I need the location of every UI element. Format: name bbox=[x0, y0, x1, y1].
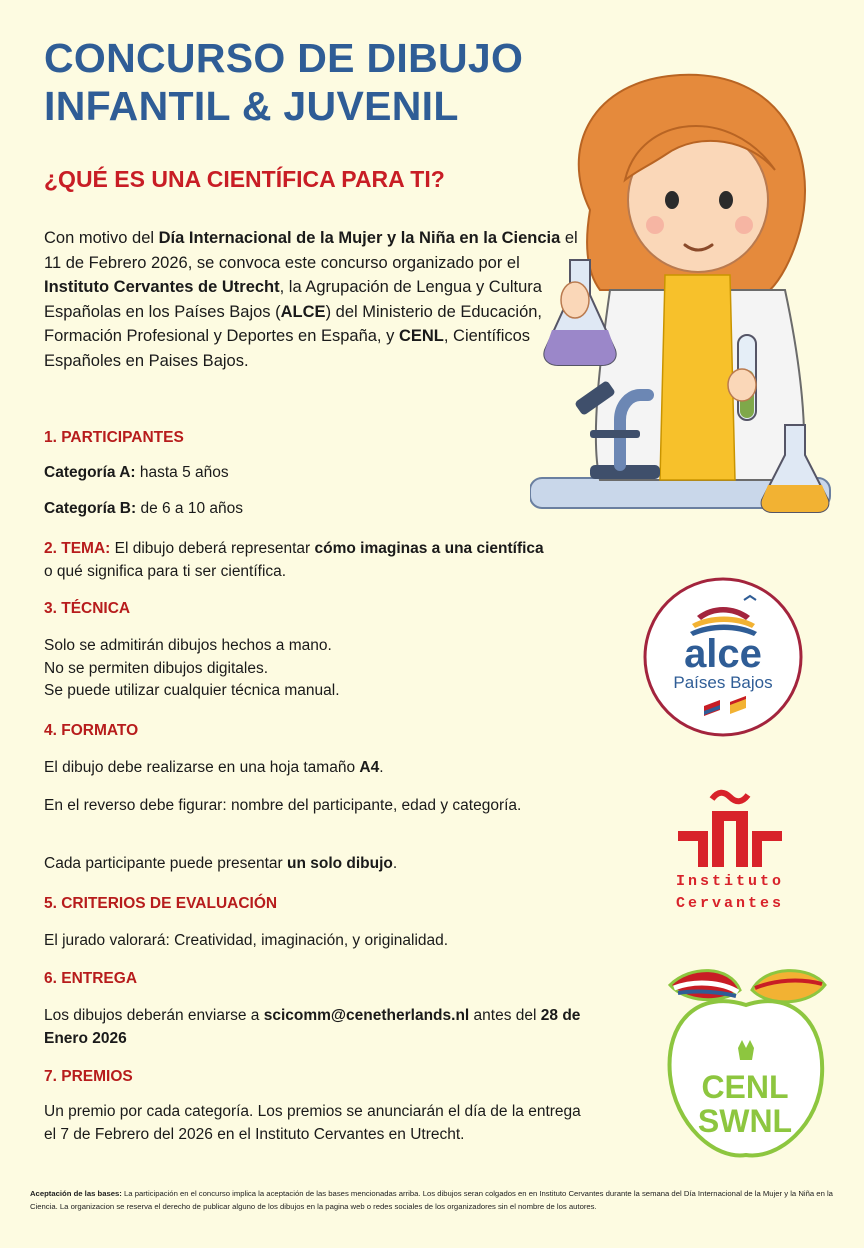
section-tema: 2. TEMA: El dibujo deberá representar cómo imaginas a una científica o qué significa para ti ser científica. bbox=[44, 540, 544, 580]
cenl-swnl-logo bbox=[660, 960, 830, 1165]
deadline-date: 28 de Enero 2026 bbox=[44, 1007, 581, 1047]
instituto-cervantes-logo bbox=[660, 785, 800, 915]
swnl-logo-text: SWNL bbox=[697, 1103, 793, 1139]
terms-footer: Aceptación de las bases: La participación en el concurso implica la aceptación de las bases mencionadas arriba. Los dibujos seran colgados en en Instituto Cervantes durante la semana del Día Internacional de la Mujer y la Niña en la Ciencia. La organizacion se reserva el derecho de publicar alguno de los dibujos en la pagina web o redes sociales de los organizadores sin el nombre de los autores. bbox=[30, 1189, 833, 1211]
cenl-logo-text: CENL bbox=[701, 1069, 789, 1105]
title-line-2: INFANTIL & JUVENIL bbox=[44, 83, 459, 129]
submission-email[interactable]: scicomm@cenetherlands.nl bbox=[263, 1007, 470, 1024]
section-entrega-heading: 6. ENTREGA bbox=[44, 970, 138, 987]
poster-title bbox=[44, 34, 523, 130]
section-participantes-heading: 1. PARTICIPANTES bbox=[44, 429, 184, 446]
formato-reverse-info: En el reverso debe figurar: nombre del participante, edad y categoría. bbox=[44, 797, 522, 814]
poster-subtitle: ¿QUÉ ES UNA CIENTÍFICA PARA TI? bbox=[44, 166, 445, 192]
cervantes-logo-text-line1: Instituto bbox=[675, 873, 784, 890]
section-formato-heading: 4. FORMATO bbox=[44, 722, 139, 739]
cervantes-logo-text-line2: Cervantes bbox=[675, 895, 784, 912]
section-tecnica-text: Solo se admitirán dibujos hechos a mano. No se permiten dibujos digitales. Se puede utilizar cualquier técnica manual. bbox=[44, 637, 340, 699]
section-entrega-text: Los dibujos deberán enviarse a scicomm@cenetherlands.nl antes del 28 de Enero 2026 bbox=[44, 1007, 581, 1047]
section-criterios-heading: 5. CRITERIOS DE EVALUACIÓN bbox=[44, 895, 278, 912]
section-premios-heading: 7. PREMIOS bbox=[44, 1068, 133, 1085]
title-line-1: CONCURSO DE DIBUJO bbox=[44, 35, 524, 81]
alce-logo-text-main: alce bbox=[684, 632, 762, 676]
section-tecnica-heading: 3. TÉCNICA bbox=[44, 600, 131, 617]
category-b: Categoría B: de 6 a 10 años bbox=[44, 500, 244, 517]
category-a: Categoría A: hasta 5 años bbox=[44, 464, 229, 481]
formato-one-drawing: Cada participante puede presentar un solo dibujo. bbox=[44, 855, 398, 872]
alce-logo-text-sub: Países Bajos bbox=[673, 673, 773, 692]
section-tema-heading: 2. TEMA: bbox=[44, 540, 111, 557]
intro-paragraph: Con motivo del Día Internacional de la Mujer y la Niña en la Ciencia el 11 de Febrero 2026, se convoca este concurso organizado por el Instituto Cervantes de Utrecht, la Agrupación de Lengua y Cultura Españolas en los Países Bajos (ALCE) del Ministerio de Educación, Formación Profesional y Deportes en España, y CENL, Científicos Españoles en Paises Bajos. bbox=[44, 229, 578, 370]
girl-scientist-illustration bbox=[530, 60, 850, 530]
alce-logo bbox=[642, 576, 804, 738]
section-premios-text: Un premio por cada categoría. Los premios se anunciarán el día de la entrega el 7 de Febrero del 2026 en el Instituto Cervantes en Utrecht. bbox=[44, 1103, 581, 1143]
formato-paper-size: El dibujo debe realizarse en una hoja tamaño A4. bbox=[44, 759, 384, 776]
section-criterios-text: El jurado valorará: Creatividad, imaginación, y originalidad. bbox=[44, 932, 449, 949]
